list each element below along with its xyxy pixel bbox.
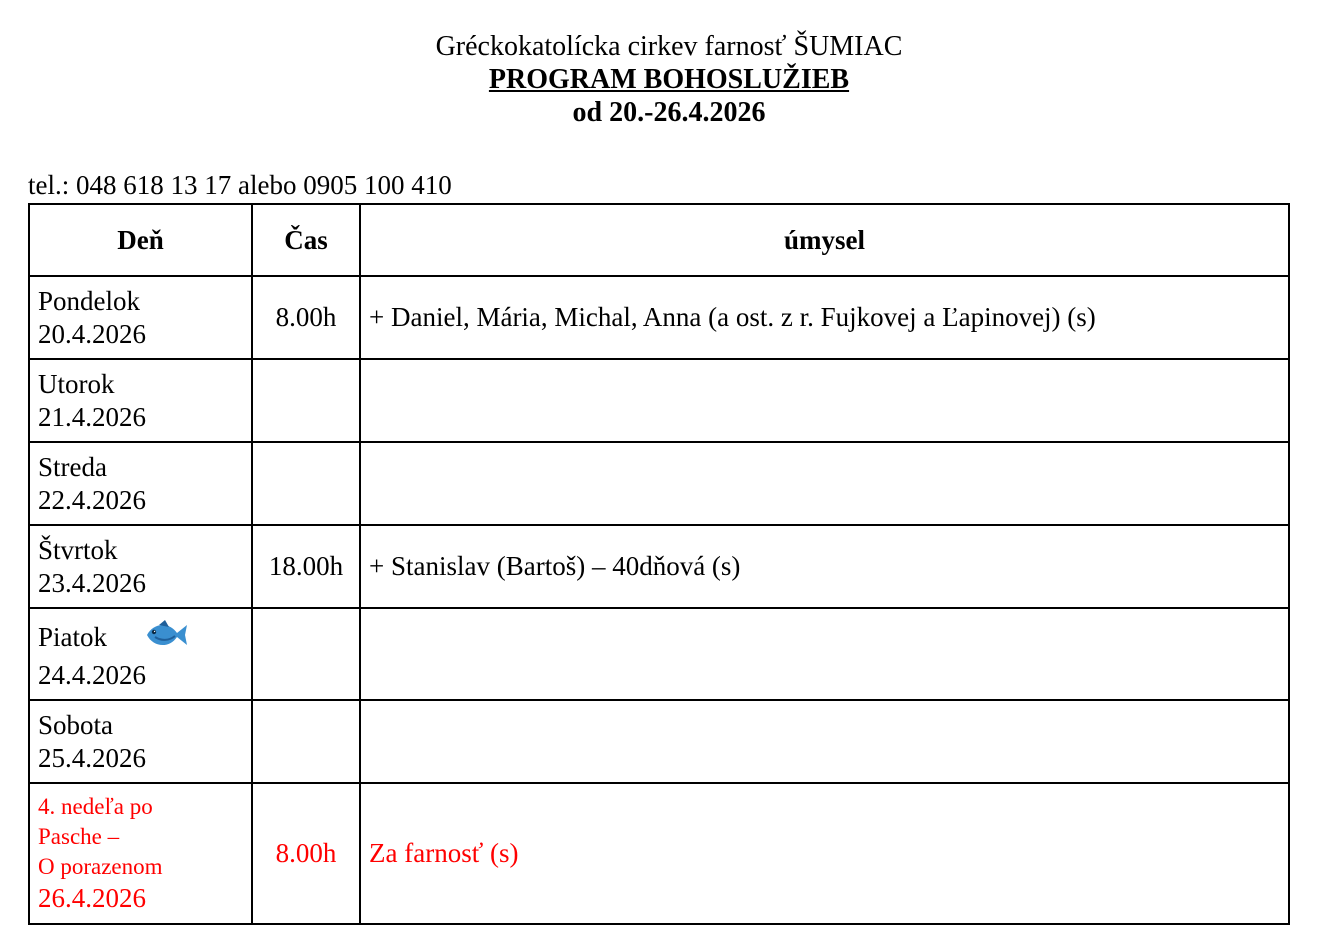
day-date: 25.4.2026 xyxy=(38,742,146,773)
day-cell xyxy=(29,525,252,608)
time-cell xyxy=(252,359,360,442)
day-date: 26.4.2026 xyxy=(38,883,146,913)
day-name: Sobota xyxy=(38,709,114,740)
table-header-row xyxy=(29,204,1289,276)
parish-name: Gréckokatolícka cirkev farnosť ŠUMIAC xyxy=(435,31,903,62)
table-row xyxy=(29,359,1289,442)
fish-icon xyxy=(145,619,189,659)
intent-cell: + Daniel, Mária, Michal, Anna (a ost. z r. Fujkovej a Ľapinovej) (s) xyxy=(360,276,1289,359)
intent-cell xyxy=(360,700,1289,783)
sunday-name-line: 4. nedeľa po xyxy=(38,794,153,819)
table-row xyxy=(29,442,1289,525)
day-name: Pondelok xyxy=(38,285,141,316)
day-date: 21.4.2026 xyxy=(38,401,146,432)
day-cell xyxy=(29,276,252,359)
phone-contact: tel.: 048 618 13 17 alebo 0905 100 410 xyxy=(28,170,452,200)
intent-cell: Za farnosť (s) xyxy=(360,783,1289,924)
program-dates: od 20.-26.4.2026 xyxy=(572,97,766,128)
day-cell xyxy=(29,783,252,924)
table-row xyxy=(29,700,1289,783)
intent-cell xyxy=(360,608,1289,700)
schedule-table xyxy=(28,203,1290,925)
column-header-intent: úmysel xyxy=(360,204,1289,276)
day-name-with-icon xyxy=(38,617,243,659)
table-row xyxy=(29,276,1289,359)
day-cell xyxy=(29,442,252,525)
table-row-sunday xyxy=(29,783,1289,924)
time-cell: 8.00h xyxy=(252,276,360,359)
document-header xyxy=(0,30,1338,129)
sunday-name-line: Pasche – xyxy=(38,824,120,849)
time-cell xyxy=(252,442,360,525)
table-row xyxy=(29,608,1289,700)
column-header-time: Čas xyxy=(252,204,360,276)
day-date: 20.4.2026 xyxy=(38,318,146,349)
column-header-day: Deň xyxy=(29,204,252,276)
time-cell xyxy=(252,608,360,700)
intent-cell xyxy=(360,359,1289,442)
day-name: Piatok xyxy=(38,622,108,652)
day-date: 24.4.2026 xyxy=(38,659,146,690)
day-date: 22.4.2026 xyxy=(38,484,146,515)
day-date: 23.4.2026 xyxy=(38,567,146,598)
time-cell xyxy=(252,700,360,783)
day-name: Streda xyxy=(38,451,107,482)
table-row xyxy=(29,525,1289,608)
day-cell xyxy=(29,700,252,783)
intent-cell xyxy=(360,442,1289,525)
day-cell xyxy=(29,359,252,442)
day-name: Štvrtok xyxy=(38,534,118,565)
intent-cell: + Stanislav (Bartoš) – 40dňová (s) xyxy=(360,525,1289,608)
program-title: PROGRAM BOHOSLUŽIEB xyxy=(488,64,850,95)
time-cell: 8.00h xyxy=(252,783,360,924)
sunday-name-line: O porazenom xyxy=(38,854,163,879)
day-name: Utorok xyxy=(38,368,115,399)
time-cell: 18.00h xyxy=(252,525,360,608)
day-cell xyxy=(29,608,252,700)
